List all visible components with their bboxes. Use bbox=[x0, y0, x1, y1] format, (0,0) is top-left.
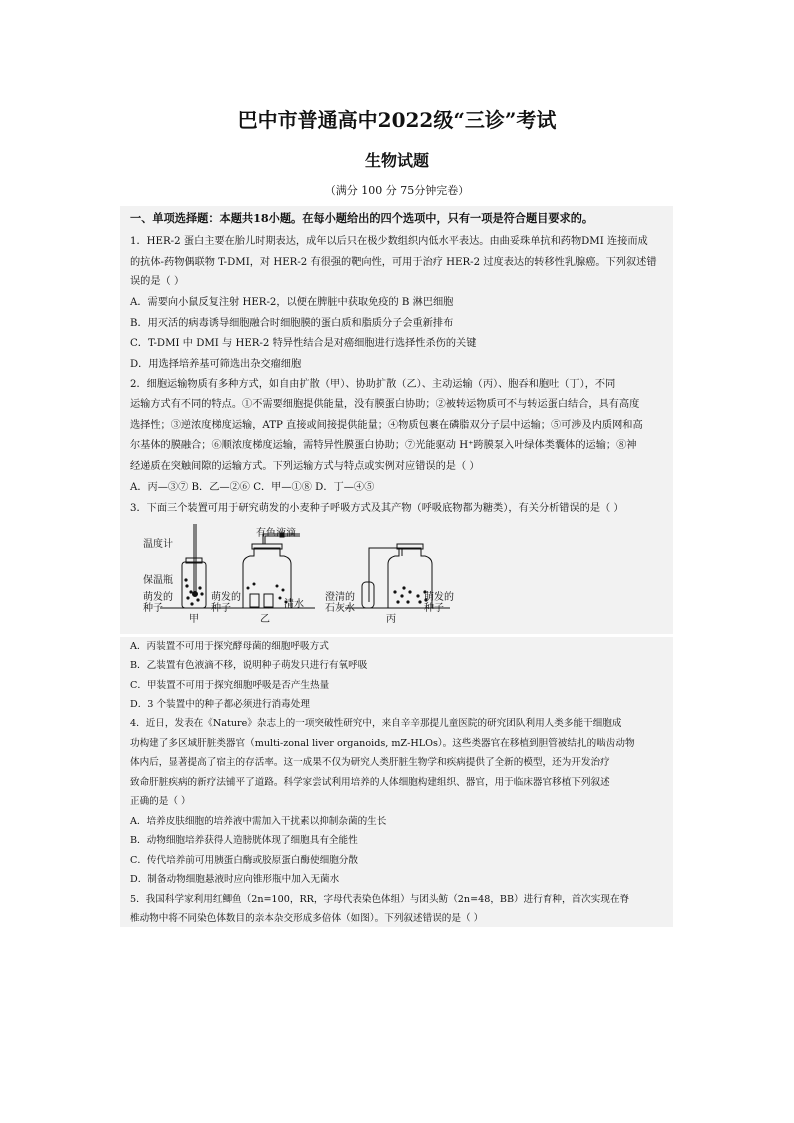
q5-stem-line: 椎动物中将不同染色体数目的亲本杂交形成多倍体（如图）。下列叙述错误的是（ ） bbox=[130, 913, 484, 924]
label-thermos: 保温瓶 bbox=[143, 575, 173, 586]
q1-stem-line: 的抗体-药物偶联物 T-DMI，对 HER-2 有很强的靶向性，可用于治疗 HER-2 过度表达的转移性乳腺癌。下列叙述错 bbox=[130, 257, 657, 268]
label-seeds-mid-2: 种子 bbox=[211, 603, 231, 614]
q1-stem-line: 1．HER-2 蛋白主要在胎儿时期表达，成年以后只在极少数组织内低水平表达。由曲妥珠单抗和药物DMI 连接而成 bbox=[130, 236, 648, 247]
label-thermometer: 温度计 bbox=[143, 539, 173, 550]
label-seeds-left-2: 种子 bbox=[143, 603, 163, 614]
q4-stem-line: 正确的是（ ） bbox=[130, 796, 191, 807]
q2-stem-line: 尔基体的膜融合；⑥顺浓度梯度运输，需特异性膜蛋白协助；⑦光能驱动 H⁺跨膜泵入叶绿体类囊体的运输；⑧神 bbox=[130, 440, 637, 451]
label-seeds-mid-1: 萌发的 bbox=[211, 592, 241, 603]
label-colored-drop: 有色液滴 bbox=[256, 528, 296, 539]
q2-options: A．丙—③⑦ B．乙—②⑥ C．甲—①⑧ D．丁—④⑤ bbox=[130, 482, 375, 493]
label-limewater-2: 石灰水 bbox=[325, 603, 355, 614]
q3-stem: 3．下面三个装置可用于研究萌发的小麦种子呼吸方式及其产物（呼吸底物都为糖类），有关分析错误的是（ ） bbox=[130, 503, 624, 514]
q4-stem-line: 功构建了多区域肝脏类器官（multi-zonal liver organoids, mZ-HLOs）。这些类器官在移植到胆管被结扎的啮齿动物 bbox=[130, 738, 635, 749]
label-yi: 乙 bbox=[260, 614, 270, 625]
q5-stem-line: 5．我国科学家利用红鲫鱼（2n=100，RR，字母代表染色体组）与团头鲂（2n=48，BB）进行育种，首次实现在脊 bbox=[130, 894, 630, 905]
label-seeds-right-2: 种子 bbox=[424, 603, 444, 614]
q2-stem-line: 运输方式有不同的特点。①不需要细胞提供能量，没有膜蛋白协助；②被转运物质可不与转运蛋白结合，具有高度 bbox=[130, 399, 640, 410]
q2-stem-line: 2．细胞运输物质有多种方式，如自由扩散（甲）、协助扩散（乙）、主动运输（丙）、胞吞和胞吐（丁），不同 bbox=[130, 379, 616, 390]
q1-option-a: A．需要向小鼠反复注射 HER-2，以便在脾脏中获取免疫的 B 淋巴细胞 bbox=[130, 297, 454, 308]
q2-stem-line: 选择性；③逆浓度梯度运输，ATP 直接或间接提供能量；④物质包裹在磷脂双分子层中运输；⑤可涉及内质网和高 bbox=[130, 420, 643, 431]
label-seeds-mid bbox=[211, 592, 241, 614]
seeds-bing bbox=[393, 586, 427, 603]
label-seeds-right bbox=[424, 592, 454, 614]
q4-stem-line: 体内后，显著提高了宿主的存活率。这一成果不仅为研究人类肝脏生物学和疾病提供了全新的模型，还为开发治疗 bbox=[130, 757, 610, 768]
q3-option-a: A．丙装置不可用于探究酵母菌的细胞呼吸方式 bbox=[130, 641, 329, 652]
q3-option-d: D．3 个装置中的种子都必须进行消毒处理 bbox=[130, 699, 310, 710]
label-limewater-1: 澄清的 bbox=[325, 592, 355, 603]
label-jia: 甲 bbox=[189, 614, 199, 625]
label-seeds-left-1: 萌发的 bbox=[143, 592, 173, 603]
q4-option-c: C．传代培养前可用胰蛋白酶或胶原蛋白酶使细胞分散 bbox=[130, 855, 358, 866]
exam-note: （满分 100 分 75分钟完卷） bbox=[324, 184, 470, 197]
exam-title: 巴中市普通高中2022级“三诊”考试 bbox=[237, 108, 557, 132]
q4-option-b: B．动物细胞培养获得人造膀胱体现了细胞具有全能性 bbox=[130, 835, 358, 846]
label-seeds-right-1: 萌发的 bbox=[424, 592, 454, 603]
q1-option-d: D．用选择培养基可筛选出杂交瘤细胞 bbox=[130, 359, 302, 370]
seeds-yi bbox=[247, 583, 288, 604]
q3-option-c: C．甲装置不可用于探究细胞呼吸是否产生热量 bbox=[130, 680, 330, 691]
label-seeds-left bbox=[143, 592, 173, 614]
q2-stem-line: 经递质在突触间隙的运输方式。下列运输方式与特点或实例对应错误的是（ ） bbox=[130, 461, 480, 472]
label-limewater bbox=[325, 592, 355, 614]
q1-option-b: B．用灭活的病毒诱导细胞融合时细胞膜的蛋白质和脂质分子会重新排布 bbox=[130, 318, 454, 329]
q1-option-c: C．T-DMI 中 DMI 与 HER-2 特异性结合是对癌细胞进行选择性杀伤的关键 bbox=[130, 338, 477, 349]
section-heading: 一、单项选择题：本题共18小题。在每小题给出的四个选项中，只有一项是符合题目要求的。 bbox=[130, 211, 594, 225]
q4-option-a: A．培养皮肤细胞的培养液中需加入干扰素以抑制杂菌的生长 bbox=[130, 816, 387, 827]
label-bing: 丙 bbox=[386, 614, 396, 625]
label-water: 清水 bbox=[284, 599, 304, 610]
q4-stem-line: 致命肝脏疾病的新疗法铺平了道路。科学家尝试利用培养的人体细胞构建组织、器官，用于临床器官移植下列叙述 bbox=[130, 777, 610, 788]
exam-subtitle: 生物试题 bbox=[364, 151, 429, 170]
q1-stem-line: 误的是（ ） bbox=[130, 276, 185, 287]
q3-option-b: B．乙装置有色液滴不移，说明种子萌发只进行有氧呼吸 bbox=[130, 660, 368, 671]
q4-stem-line: 4．近日，发表在《Nature》杂志上的一项突破性研究中，来自辛辛那提儿童医院的研究团队利用人类多能干细胞成 bbox=[130, 718, 622, 729]
q4-option-d: D．制备动物细胞悬液时应向锥形瓶中加入无菌水 bbox=[130, 874, 340, 885]
